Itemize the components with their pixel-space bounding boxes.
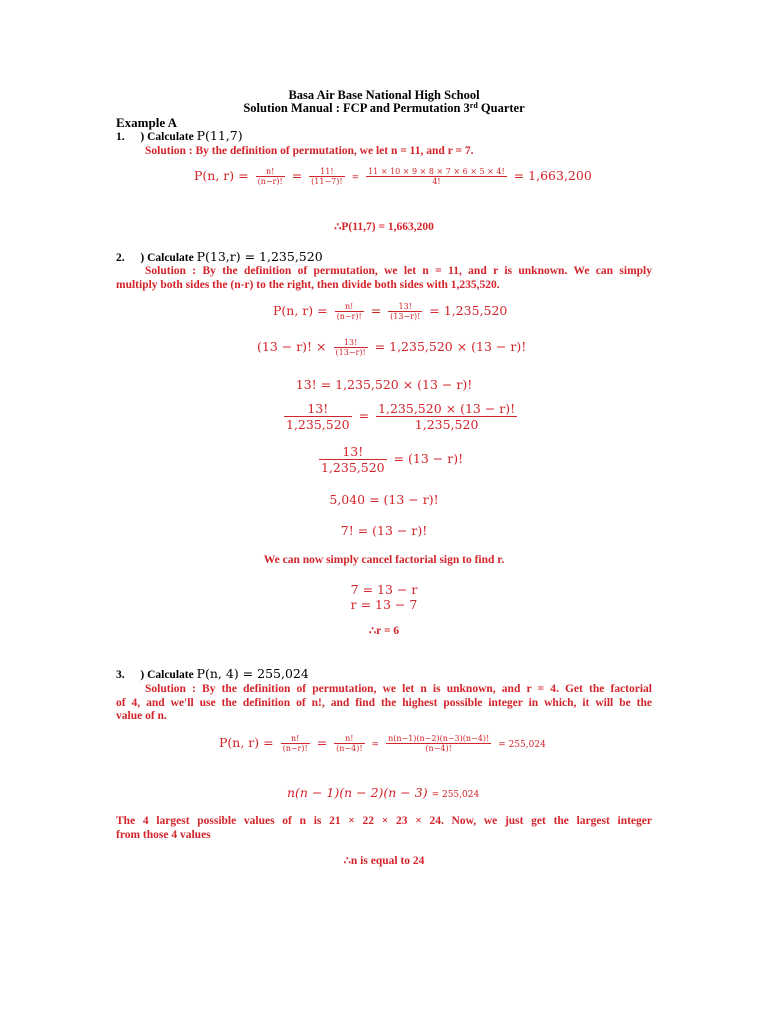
problem-1-solution: Solution : By the definition of permutation, we let n = 11, and r = 7. bbox=[145, 145, 474, 157]
eq-rhs: = 1,235,520 × (13 − r)! bbox=[374, 339, 527, 354]
problem-2-prompt: ) Calculate bbox=[140, 252, 194, 264]
fraction-n-over-n-4: $\frac{n!}{(n-4)!}$ bbox=[336, 734, 363, 753]
problem-2-heading bbox=[116, 250, 323, 266]
solution-line-1: Solution : By the definition of permutation, we let n = 11, and r is unknown. We can simply bbox=[145, 265, 652, 277]
eq-result: = 1,663,200 bbox=[513, 168, 592, 183]
problem-2-equation-7: 7! = (13 − r)! bbox=[340, 523, 428, 538]
problem-2-number: 2. bbox=[116, 252, 125, 264]
problem-3-therefore: ∴n is equal to 24 bbox=[343, 855, 425, 867]
eq-lhs: (13 − r)! × bbox=[257, 339, 327, 354]
fraction-13-over-1235520: $\frac{13!}{1,235,520}$ bbox=[286, 401, 350, 432]
problem-2-expression: P(13,r) = 1,235,520 bbox=[196, 249, 323, 264]
problem-3-number: 3. bbox=[116, 669, 125, 681]
problem-1-equation: P(n, r) = $\frac{n!}{(n-r)!}$ = $\frac{11!}{(11-7)!}$ = $\frac{11 \times 10 \times 9 \times 8 \times 7 \times 6 \times 5 \times 4!}{4!}$ = 1,663,200 bbox=[194, 167, 592, 186]
fraction-n-over-n-r: $\frac{n!}{(n-r)!}$ bbox=[282, 734, 308, 753]
fraction-11-over-4: $\frac{11!}{(11-7)!}$ bbox=[311, 167, 343, 186]
problem-2-note: We can now simply cancel factorial sign to find r. bbox=[263, 554, 505, 566]
problem-1-expression: P(11,7) bbox=[196, 128, 243, 143]
document-subtitle bbox=[0, 101, 768, 116]
problem-3-prompt: ) Calculate bbox=[140, 669, 194, 681]
subtitle-end: Quarter bbox=[477, 101, 525, 115]
school-name: Basa Air Base National High School bbox=[288, 88, 480, 102]
problem-3-equation-1: P(n, r) = $\frac{n!}{(n-r)!}$ = $\frac{n!}{(n-4)!}$ = $\frac{n(n-1)(n-2)(n-3)(n-4)!}{(n-4)!}$ = 255,024 bbox=[219, 734, 546, 753]
eq-rhs: = (13 − r)! bbox=[393, 451, 464, 466]
fraction-n-over-n-r: $\frac{n!}{(n-r)!}$ bbox=[257, 167, 283, 186]
largest-line-2: from those 4 values bbox=[116, 828, 211, 841]
solution-line-3: value of n. bbox=[116, 710, 167, 722]
fraction-rhs: $\frac{1,235,520 \times (13 - r)!}{1,235,520}$ bbox=[378, 401, 516, 432]
solution-line-2: of 4, and we'll use the definition of n!, and find the highest possible integer in which, it will be the bbox=[116, 696, 652, 709]
eq-lhs: P(n, r) = bbox=[273, 303, 328, 318]
fraction-13-over-1235520: $\frac{13!}{1,235,520}$ bbox=[321, 444, 385, 475]
problem-2-equation-3: 13! = 1,235,520 × (13 − r)! bbox=[295, 377, 473, 392]
eq-lhs: P(n, r) = bbox=[219, 735, 274, 750]
eq-lhs: n(n − 1)(n − 2)(n − 3) bbox=[287, 785, 428, 800]
eq-lhs: P(n, r) = bbox=[194, 168, 249, 183]
problem-2-equation-8: 7 = 13 − r bbox=[350, 582, 418, 597]
fraction-13-over-13-r: $\frac{13!}{(13-r)!}$ bbox=[390, 302, 421, 321]
problem-3-heading bbox=[116, 667, 309, 683]
eq-rhs: = 255,024 bbox=[498, 740, 546, 750]
subtitle-superscript: rd bbox=[469, 101, 478, 110]
fraction-n-over-n-r: $\frac{n!}{(n-r)!}$ bbox=[336, 302, 362, 321]
eq-rhs: = 255,024 bbox=[431, 790, 480, 800]
eq-rhs: = 1,235,520 bbox=[429, 303, 508, 318]
fraction-expanded: $\frac{n(n-1)(n-2)(n-3)(n-4)!}{(n-4)!}$ bbox=[388, 734, 490, 753]
largest-line-1: The 4 largest possible values of n is 21 × 22 × 23 × 24. Now, we just get the largest integer bbox=[116, 815, 652, 827]
problem-3-solution bbox=[116, 683, 652, 724]
problem-2-equation-6: 5,040 = (13 − r)! bbox=[329, 492, 439, 507]
problem-3-equation-2 bbox=[287, 785, 479, 800]
problem-2-equation-1: P(n, r) = $\frac{n!}{(n-r)!}$ = $\frac{13!}{(13-r)!}$ = 1,235,520 bbox=[273, 302, 508, 321]
problem-2-equation-2 bbox=[257, 338, 526, 357]
solution-line-2: multiply both sides the (n-r) to the right, then divide both sides with 1,235,520. bbox=[116, 278, 500, 291]
problem-3-expression: P(n, 4) = 255,024 bbox=[196, 666, 309, 681]
problem-2-therefore: ∴r = 6 bbox=[368, 625, 400, 637]
problem-3-largest-values bbox=[116, 815, 652, 842]
example-label: Example A bbox=[116, 115, 178, 130]
problem-1-number: 1. bbox=[116, 131, 125, 143]
problem-2-equation-5 bbox=[316, 444, 463, 475]
problem-1-therefore: ∴P(11,7) = 1,663,200 bbox=[334, 221, 434, 233]
problem-1-heading bbox=[116, 129, 243, 145]
fraction-expanded: $\frac{11 \times 10 \times 9 \times 8 \times 7 \times 6 \times 5 \times 4!}{4!}$ bbox=[368, 167, 505, 186]
solution-line-1: Solution : By the definition of permutation, we let n is unknown, and r = 4. Get the factorial bbox=[145, 683, 652, 695]
problem-2-solution bbox=[116, 265, 652, 292]
problem-2-equation-4: $\frac{13!}{1,235,520}$ = $\frac{1,235,520 \times (13 - r)!}{1,235,520}$ bbox=[286, 401, 516, 432]
problem-1-prompt: ) Calculate bbox=[140, 131, 194, 143]
subtitle-main: Solution Manual : FCP and Permutation 3 bbox=[243, 101, 470, 115]
fraction-13-over-13-r: $\frac{13!}{(13-r)!}$ bbox=[335, 338, 366, 357]
problem-2-equation-9: r = 13 − 7 bbox=[350, 597, 418, 612]
